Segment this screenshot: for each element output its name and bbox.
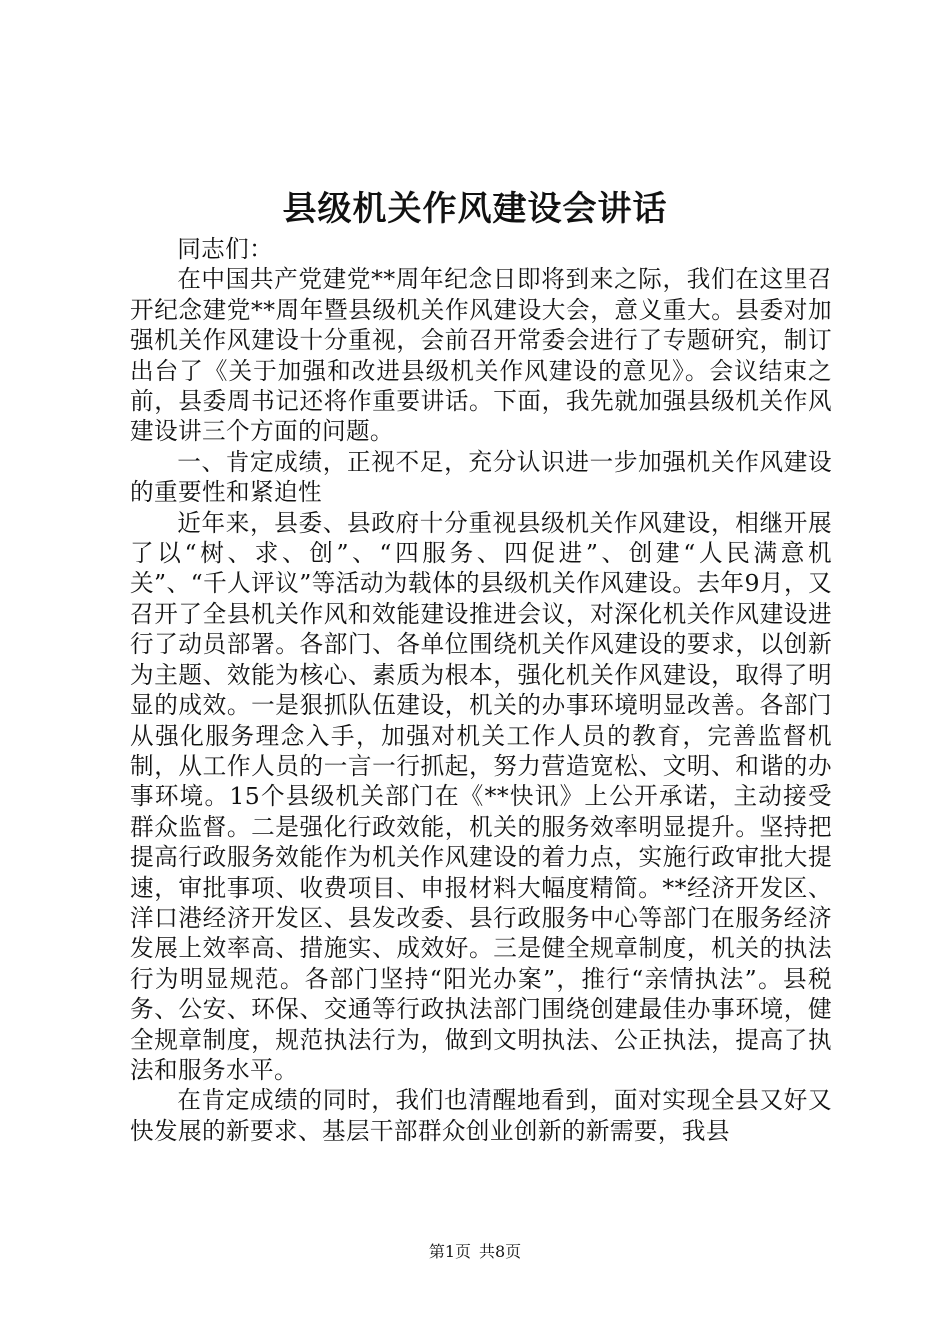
page-footer [0, 1240, 950, 1264]
paragraph-intro: 在中国共产党建党**周年纪念日即将到来之际，我们在这里召开纪念建党**周年暨县级机关作风建设大会，意义重大。县委对加强机关作风建设十分重视，会前召开常委会进行了专题研究，制订出台了《关于加强和改进县级机关作风建设的意见》。会议结束之前，县委周书记还将作重要讲话。下面，我先就加强县级机关作风建设讲三个方面的问题。 [130, 265, 832, 446]
section-heading: 一、肯定成绩，正视不足，充分认识进一步加强机关作风建设的重要性和紧迫性 [130, 447, 832, 507]
salutation: 同志们： [177, 235, 274, 263]
paragraph-achievements: 近年来，县委、县政府十分重视县级机关作风建设，相继开展了以“树、求、创”、“四服务、四促进”、创建“人民满意机关”、“千人评议”等活动为载体的县级机关作风建设。去年9月，又召开了全县机关作风和效能建设推进会议，对深化机关作风建设进行了动员部署。各部门、各单位围绕机关作风建设的要求，以创新为主题、效能为核心、素质为根本，强化机关作风建设，取得了明显的成效。一是狠抓队伍建设，机关的办事环境明显改善。各部门从强化服务理念入手，加强对机关工作人员的教育，完善监督机制，从工作人员的一言一行抓起，努力营造宽松、文明、和谐的办事环境。15个县级机关部门在《**快讯》上公开承诺，主动接受群众监督。二是强化行政效能，机关的服务效率明显提升。坚持把提高行政服务效能作为机关作风建设的着力点，实施行政审批大提速，审批事项、收费项目、申报材料大幅度精简。**经济开发区、洋口港经济开发区、县发改委、县行政服务中心等部门在服务经济发展上效率高、措施实、成效好。三是健全规章制度，机关的执法行为明显规范。各部门坚持“阳光办案”，推行“亲情执法”。县税务、公安、环保、交通等行政执法部门围绕创建最佳办事环境，健全规章制度，规范执法行为，做到文明执法、公正执法，提高了执法和服务水平。 [130, 508, 832, 1084]
document-body [130, 234, 832, 1146]
page-total: 共8页 [479, 1242, 522, 1261]
paragraph-shortcomings: 在肯定成绩的同时，我们也清醒地看到，面对实现全县又好又快发展的新要求、基层干部群众创业创新的新需要，我县 [130, 1086, 832, 1145]
page-number: 第1页 [428, 1242, 471, 1261]
document-title: 县级机关作风建设会讲话 [282, 189, 668, 229]
